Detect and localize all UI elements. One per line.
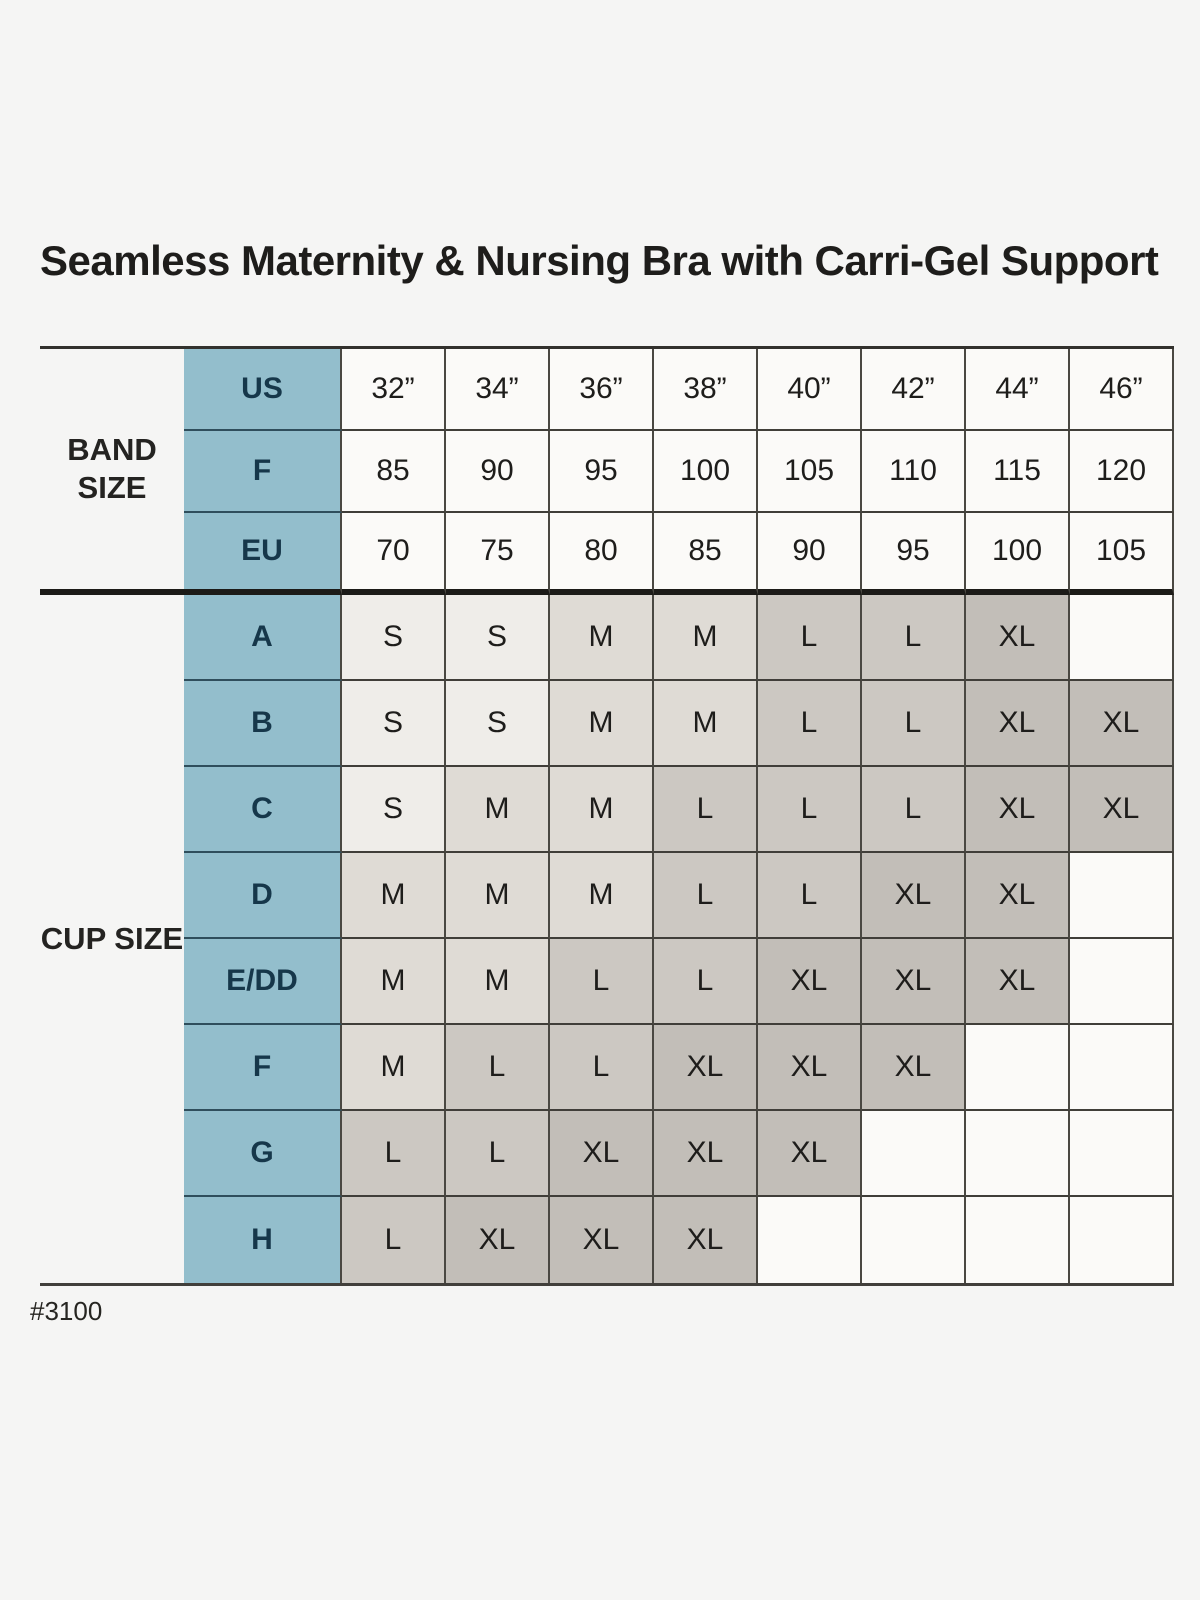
band-size-cell: 40” <box>758 349 862 431</box>
style-number: #3100 <box>30 1296 103 1326</box>
cup-size-cell: XL <box>550 1111 654 1197</box>
cup-size-cell: L <box>758 853 862 939</box>
cup-size-cell: M <box>342 939 446 1025</box>
cup-size-cell: M <box>446 939 550 1025</box>
cup-size-cell: M <box>342 1025 446 1111</box>
cup-size-cell: L <box>862 681 966 767</box>
cup-size-cell: XL <box>758 939 862 1025</box>
cup-size-cell: XL <box>1070 681 1174 767</box>
cup-size-cell: L <box>550 939 654 1025</box>
band-size-cell: 115 <box>966 431 1070 513</box>
cup-row-header: B <box>184 681 342 767</box>
cup-size-cell: XL <box>1070 767 1174 853</box>
band-size-cell: 105 <box>758 431 862 513</box>
cup-size-cell: S <box>446 681 550 767</box>
cup-size-cell: L <box>758 595 862 681</box>
cup-size-cell: L <box>862 767 966 853</box>
band-size-cell: 95 <box>862 513 966 595</box>
band-size-cell: 32” <box>342 349 446 431</box>
band-size-cell: 46” <box>1070 349 1174 431</box>
cup-size-cell: M <box>550 681 654 767</box>
cup-row-header: G <box>184 1111 342 1197</box>
cup-size-cell: XL <box>446 1197 550 1283</box>
empty-cell <box>1070 595 1174 681</box>
empty-cell <box>758 1197 862 1283</box>
band-size-cell: 44” <box>966 349 1070 431</box>
band-size-section-label: BAND SIZE <box>40 349 184 595</box>
empty-cell <box>1070 1025 1174 1111</box>
band-row-header: US <box>184 349 342 431</box>
cup-size-cell: XL <box>966 767 1070 853</box>
empty-cell <box>1070 939 1174 1025</box>
empty-cell <box>1070 1197 1174 1283</box>
cup-size-cell: XL <box>966 681 1070 767</box>
band-size-cell: 38” <box>654 349 758 431</box>
band-size-cell: 34” <box>446 349 550 431</box>
cup-size-cell: XL <box>966 939 1070 1025</box>
band-size-cell: 85 <box>342 431 446 513</box>
cup-size-cell: L <box>446 1111 550 1197</box>
band-size-cell: 70 <box>342 513 446 595</box>
cup-size-cell: XL <box>862 1025 966 1111</box>
cup-size-cell: L <box>862 595 966 681</box>
cup-size-cell: M <box>550 767 654 853</box>
cup-row-header: F <box>184 1025 342 1111</box>
band-size-cell: 75 <box>446 513 550 595</box>
cup-row-header: D <box>184 853 342 939</box>
cup-row-header: A <box>184 595 342 681</box>
empty-cell <box>1070 853 1174 939</box>
band-size-cell: 42” <box>862 349 966 431</box>
cup-size-cell: XL <box>758 1025 862 1111</box>
cup-size-cell: XL <box>758 1111 862 1197</box>
band-row-header: EU <box>184 513 342 595</box>
cup-size-cell: XL <box>862 853 966 939</box>
cup-size-cell: M <box>550 595 654 681</box>
cup-row-header: H <box>184 1197 342 1283</box>
band-size-cell: 80 <box>550 513 654 595</box>
cup-size-cell: XL <box>862 939 966 1025</box>
cup-size-cell: M <box>446 767 550 853</box>
cup-size-cell: L <box>654 939 758 1025</box>
band-size-cell: 95 <box>550 431 654 513</box>
cup-size-cell: S <box>446 595 550 681</box>
empty-cell <box>966 1197 1070 1283</box>
cup-size-cell: L <box>654 853 758 939</box>
band-size-cell: 90 <box>446 431 550 513</box>
cup-size-cell: L <box>758 767 862 853</box>
empty-cell <box>966 1111 1070 1197</box>
band-row-header: F <box>184 431 342 513</box>
empty-cell <box>1070 1111 1174 1197</box>
band-size-cell: 100 <box>654 431 758 513</box>
cup-size-cell: M <box>446 853 550 939</box>
empty-cell <box>862 1197 966 1283</box>
cup-size-cell: L <box>758 681 862 767</box>
empty-cell <box>966 1025 1070 1111</box>
band-size-cell: 110 <box>862 431 966 513</box>
cup-size-cell: XL <box>966 595 1070 681</box>
cup-size-cell: M <box>654 681 758 767</box>
cup-row-header: C <box>184 767 342 853</box>
cup-size-cell: XL <box>654 1111 758 1197</box>
cup-size-cell: XL <box>654 1197 758 1283</box>
cup-size-cell: L <box>342 1197 446 1283</box>
cup-size-cell: XL <box>654 1025 758 1111</box>
band-size-cell: 100 <box>966 513 1070 595</box>
band-size-cell: 85 <box>654 513 758 595</box>
cup-size-cell: S <box>342 681 446 767</box>
cup-size-cell: S <box>342 595 446 681</box>
cup-size-cell: M <box>342 853 446 939</box>
cup-size-cell: M <box>550 853 654 939</box>
page-title: Seamless Maternity & Nursing Bra with Carri-Gel Support <box>40 237 1159 284</box>
cup-size-section-label: CUP SIZE <box>40 921 184 957</box>
cup-row-header: E/DD <box>184 939 342 1025</box>
band-size-cell: 120 <box>1070 431 1174 513</box>
band-size-cell: 90 <box>758 513 862 595</box>
size-chart-table <box>40 346 1174 1286</box>
cup-size-cell: L <box>446 1025 550 1111</box>
cup-size-cell: M <box>654 595 758 681</box>
band-size-cell: 105 <box>1070 513 1174 595</box>
cup-size-cell: L <box>550 1025 654 1111</box>
empty-cell <box>862 1111 966 1197</box>
cup-size-cell: XL <box>550 1197 654 1283</box>
cup-size-cell: L <box>654 767 758 853</box>
cup-size-cell: L <box>342 1111 446 1197</box>
cup-size-cell: XL <box>966 853 1070 939</box>
band-size-cell: 36” <box>550 349 654 431</box>
cup-size-cell: S <box>342 767 446 853</box>
